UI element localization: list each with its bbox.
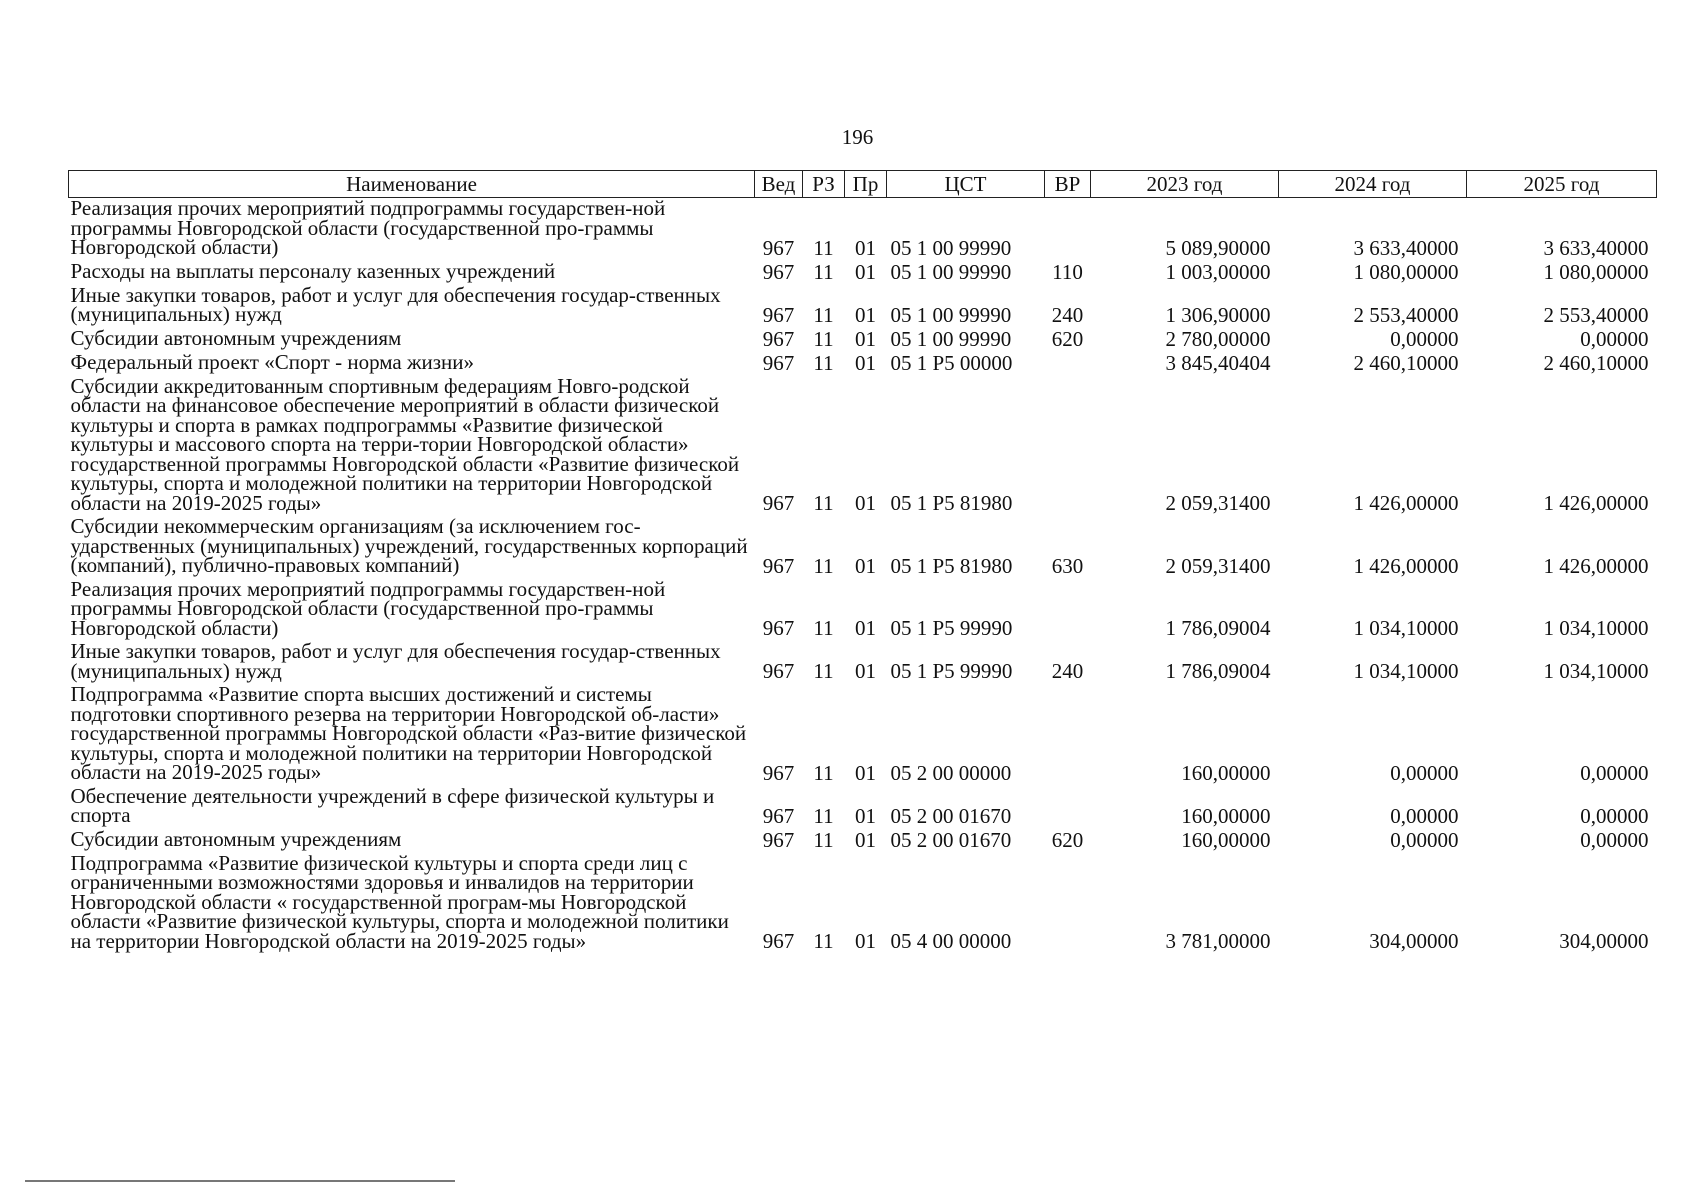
cell-vr: 620	[1051, 326, 1084, 351]
cell-cst: 05 2 00 01670	[890, 827, 1012, 852]
cell-2025: 0,00000	[1580, 827, 1649, 852]
cell-name: Реализация прочих мероприятий подпрограммы государствен-ной программы Новгородской области (государственной про-граммы Новгородской области)	[70, 196, 666, 259]
header-2023: 2023 год	[1091, 171, 1279, 198]
cell-name: Подпрограмма «Развитие физической культуры и спорта среди лиц с ограниченными возможностями здоровья и инвалидов на территории Новгородской области « государственной програм-мы Новгородской области «Развитие физической культуры, спорта и молодежной политики на территории Новгородской области на 2019-2025 годы»	[70, 850, 729, 953]
cell-pr: 01	[855, 553, 876, 578]
cell-vr	[1045, 376, 1091, 517]
cell-rz: 11	[813, 659, 834, 683]
cell-vr	[1045, 198, 1091, 261]
cell-vr: 240	[1051, 302, 1084, 327]
cell-2025: 304,00000	[1559, 929, 1649, 953]
table-row	[69, 579, 1657, 642]
cell-2024: 3 633,40000	[1353, 235, 1459, 260]
footer-rule	[25, 1180, 455, 1182]
cell-pr: 01	[855, 302, 876, 327]
cell-rz: 11	[813, 803, 834, 828]
cell-rz: 11	[813, 350, 834, 375]
cell-cst: 05 2 00 01670	[890, 803, 1012, 828]
cell-2025: 1 080,00000	[1543, 259, 1649, 284]
cell-pr: 01	[855, 326, 876, 351]
header-vr: ВР	[1045, 171, 1091, 198]
cell-rz: 11	[813, 616, 834, 640]
cell-pr: 01	[855, 491, 876, 515]
cell-2023: 1 306,90000	[1165, 302, 1271, 327]
cell-rz: 11	[813, 553, 834, 578]
cell-2025: 1 426,00000	[1543, 553, 1649, 578]
cell-cst: 05 1 00 99990	[890, 235, 1012, 260]
cell-ved: 967	[762, 302, 795, 327]
cell-ved: 967	[762, 803, 795, 828]
cell-cst: 05 1 P5 99990	[890, 616, 1013, 640]
cell-cst: 05 4 00 00000	[890, 929, 1012, 953]
cell-2024: 304,00000	[1369, 929, 1459, 953]
table-header-row	[69, 171, 1657, 198]
cell-cst: 05 2 00 00000	[890, 760, 1012, 785]
table-row	[69, 516, 1657, 579]
cell-ved: 967	[762, 659, 795, 683]
cell-2025: 2 460,10000	[1543, 350, 1649, 375]
table-row	[69, 352, 1657, 376]
budget-table	[68, 170, 1657, 954]
cell-2023: 1 003,00000	[1165, 259, 1271, 284]
cell-name: Субсидии автономным учреждениям	[70, 326, 402, 350]
cell-2024: 1 034,10000	[1353, 616, 1459, 640]
cell-ved: 967	[762, 616, 795, 640]
cell-ved: 967	[762, 760, 795, 785]
cell-pr: 01	[855, 259, 876, 284]
cell-cst: 05 1 P5 81980	[890, 553, 1013, 578]
cell-vr	[1045, 352, 1091, 376]
cell-vr: 630	[1051, 553, 1084, 578]
table-row	[69, 853, 1657, 955]
header-cst: ЦСТ	[887, 171, 1045, 198]
cell-rz: 11	[813, 827, 834, 852]
cell-vr: 240	[1051, 659, 1084, 683]
table-body	[69, 198, 1657, 955]
cell-name: Реализация прочих мероприятий подпрограммы государствен-ной программы Новгородской области (государственной про-граммы Новгородской области)	[70, 576, 666, 640]
cell-rz: 11	[813, 929, 834, 953]
cell-cst: 05 1 P5 99990	[890, 659, 1013, 683]
cell-rz: 11	[813, 760, 834, 785]
cell-pr: 01	[855, 350, 876, 375]
cell-pr: 01	[855, 803, 876, 828]
cell-vr: 620	[1051, 827, 1084, 852]
cell-name: Субсидии некоммерческим организациям (за исключением гос-ударственных (муниципальных) учреждений, государственных корпораций (компаний), публично-правовых компаний)	[70, 514, 748, 577]
cell-2025: 1 426,00000	[1543, 491, 1649, 515]
cell-2023: 2 059,31400	[1165, 491, 1271, 515]
cell-rz: 11	[813, 302, 834, 327]
cell-pr: 01	[855, 827, 876, 852]
cell-ved: 967	[762, 553, 795, 578]
cell-2023: 2 780,00000	[1165, 326, 1271, 351]
cell-ved: 967	[762, 827, 795, 852]
cell-2025: 1 034,10000	[1543, 616, 1649, 640]
header-rz: РЗ	[803, 171, 845, 198]
cell-2023: 2 059,31400	[1165, 553, 1271, 578]
cell-2024: 0,00000	[1390, 326, 1459, 351]
cell-name: Иные закупки товаров, работ и услуг для обеспечения государ-ственных (муниципальных) нужд	[70, 639, 721, 683]
cell-2023: 160,00000	[1181, 803, 1271, 828]
cell-2024: 0,00000	[1390, 827, 1459, 852]
header-2024: 2024 год	[1279, 171, 1467, 198]
cell-2023: 160,00000	[1181, 760, 1271, 785]
cell-name: Субсидии автономным учреждениям	[70, 827, 402, 851]
cell-vr	[1045, 684, 1091, 786]
cell-vr	[1045, 853, 1091, 955]
table-row	[69, 261, 1657, 285]
cell-rz: 11	[813, 259, 834, 284]
cell-2024: 1 426,00000	[1353, 491, 1459, 515]
cell-ved: 967	[762, 491, 795, 515]
cell-2023: 3 781,00000	[1165, 929, 1271, 953]
cell-pr: 01	[855, 760, 876, 785]
table-row	[69, 198, 1657, 261]
cell-name: Расходы на выплаты персоналу казенных учреждений	[70, 259, 556, 283]
cell-cst: 05 1 00 99990	[890, 302, 1012, 327]
cell-ved: 967	[762, 326, 795, 351]
cell-name: Федеральный проект «Спорт - норма жизни»	[70, 350, 475, 374]
table-row	[69, 684, 1657, 786]
cell-2023: 3 845,40404	[1165, 350, 1271, 375]
cell-pr: 01	[855, 929, 876, 953]
page-number: 196	[841, 125, 874, 149]
cell-cst: 05 1 P5 81980	[890, 491, 1013, 515]
cell-cst: 05 1 00 99990	[890, 259, 1012, 284]
table-row	[69, 641, 1657, 684]
cell-name: Обеспечение деятельности учреждений в сфере физической культуры и спорта	[70, 783, 715, 827]
cell-2023: 160,00000	[1181, 827, 1271, 852]
cell-2024: 1 426,00000	[1353, 553, 1459, 578]
cell-rz: 11	[813, 326, 834, 351]
cell-2025: 0,00000	[1580, 760, 1649, 785]
cell-name: Иные закупки товаров, работ и услуг для обеспечения государ-ственных (муниципальных) нужд	[70, 282, 721, 326]
header-2025: 2025 год	[1467, 171, 1657, 198]
table-row	[69, 328, 1657, 352]
cell-2024: 1 080,00000	[1353, 259, 1459, 284]
cell-2024: 2 460,10000	[1353, 350, 1459, 375]
cell-ved: 967	[762, 259, 795, 284]
cell-vr	[1045, 579, 1091, 642]
cell-vr: 110	[1052, 259, 1083, 284]
cell-2024: 0,00000	[1390, 760, 1459, 785]
cell-2024: 1 034,10000	[1353, 659, 1459, 683]
cell-2023: 5 089,90000	[1165, 235, 1271, 260]
cell-2024: 2 553,40000	[1353, 302, 1459, 327]
cell-vr	[1045, 786, 1091, 829]
cell-2023: 1 786,09004	[1165, 616, 1271, 640]
header-pr: Пр	[845, 171, 887, 198]
cell-2025: 1 034,10000	[1543, 659, 1649, 683]
cell-rz: 11	[813, 491, 834, 515]
cell-cst: 05 1 00 99990	[890, 326, 1012, 351]
cell-cst: 05 1 P5 00000	[890, 350, 1013, 375]
cell-name: Субсидии аккредитованным спортивным федерациям Новго-родской области на финансовое обеспечение мероприятий в области физической культуры и спорта в рамках подпрограммы «Развитие физической культуры и массового спорта на терри-тории Новгородской области» государственной программы Новгородской области «Развитие физической культуры, спорта и молодежной политики на территории Новгородской области на 2019-2025 годы»	[70, 373, 740, 515]
cell-pr: 01	[855, 235, 876, 260]
table-row	[69, 786, 1657, 829]
cell-pr: 01	[855, 659, 876, 683]
cell-ved: 967	[762, 929, 795, 953]
cell-2025: 0,00000	[1580, 326, 1649, 351]
table-row	[69, 376, 1657, 517]
header-name: Наименование	[69, 171, 755, 198]
header-ved: Вед	[755, 171, 803, 198]
cell-name: Подпрограмма «Развитие спорта высших достижений и системы подготовки спортивного резерва на территории Новгородской об-ласти» государственной программы Новгородской области «Раз-витие физической культуры, спорта и молодежной политики на территории Новгородской области на 2019-2025 годы»	[70, 682, 747, 784]
cell-2024: 0,00000	[1390, 803, 1459, 828]
cell-ved: 967	[762, 350, 795, 375]
cell-rz: 11	[813, 235, 834, 260]
table-row	[69, 829, 1657, 853]
cell-2025: 3 633,40000	[1543, 235, 1649, 260]
cell-pr: 01	[855, 616, 876, 640]
cell-ved: 967	[762, 235, 795, 260]
cell-2025: 0,00000	[1580, 803, 1649, 828]
cell-2025: 2 553,40000	[1543, 302, 1649, 327]
table-row	[69, 285, 1657, 328]
cell-2023: 1 786,09004	[1165, 659, 1271, 683]
